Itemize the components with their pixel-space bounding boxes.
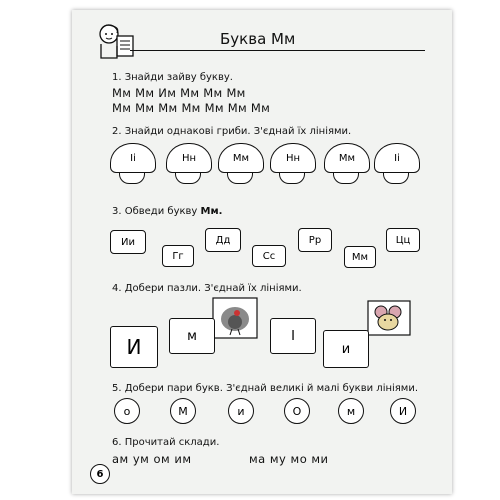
task-5-instruction: 5. Добери пари букв. З'єднай великі й малі букви лініями.: [112, 383, 419, 394]
page-number: 6: [90, 464, 110, 484]
syllables-left: ам ум ом им: [112, 452, 192, 466]
piece-puzzle: И: [110, 326, 158, 368]
letter-puzzle: Сс: [252, 245, 286, 267]
mouse-picture: [367, 300, 411, 336]
piece-puzzle: и: [323, 330, 369, 368]
turkey-picture: [212, 297, 258, 339]
page-title: Буква Мм: [220, 30, 296, 48]
task-2-instruction: 2. Знайди однакові гриби. З'єднай їх лініями.: [112, 126, 352, 137]
mushroom-cap-label: Нн: [270, 143, 316, 173]
letter-circle: м: [338, 398, 364, 424]
letter-puzzle: Гг: [162, 245, 194, 267]
letter-puzzle: Рр: [298, 228, 332, 252]
piece-puzzle: І: [270, 318, 316, 354]
mushroom-cap-label: Мм: [324, 143, 370, 173]
task-1-row-2: Мм Мм Мм Мм Мм Мм Мм: [112, 101, 271, 115]
task-3-instruction: 3. Обведи букву Мм.: [112, 206, 223, 217]
mushroom-cap-label: Іі: [110, 143, 156, 173]
letter-puzzle: Ии: [110, 230, 146, 254]
mushroom-cap-label: Нн: [166, 143, 212, 173]
task-6-instruction: 6. Прочитай склади.: [112, 437, 220, 448]
mushroom-cap-label: Мм: [218, 143, 264, 173]
letter-circle: О: [284, 398, 310, 424]
mushroom-cap-label: Іі: [374, 143, 420, 173]
piece-puzzle: м: [169, 318, 215, 354]
letter-puzzle: Цц: [386, 228, 420, 252]
task-4-instruction: 4. Добери пазли. З'єднай їх лініями.: [112, 283, 302, 294]
letter-circle: о: [114, 398, 140, 424]
letter-circle: И: [390, 398, 416, 424]
task-1-row-1: Мм Мм Им Мм Мм Мм: [112, 86, 246, 100]
letter-circle: и: [228, 398, 254, 424]
task-1-instruction: 1. Знайди зайву букву.: [112, 72, 233, 83]
letter-circle: М: [170, 398, 196, 424]
kid-reading-icon: [95, 22, 137, 62]
letter-puzzle: Мм: [344, 246, 376, 268]
syllables-right: ма му мо ми: [249, 452, 329, 466]
header-rule: [130, 50, 425, 51]
letter-puzzle: Дд: [205, 228, 241, 252]
